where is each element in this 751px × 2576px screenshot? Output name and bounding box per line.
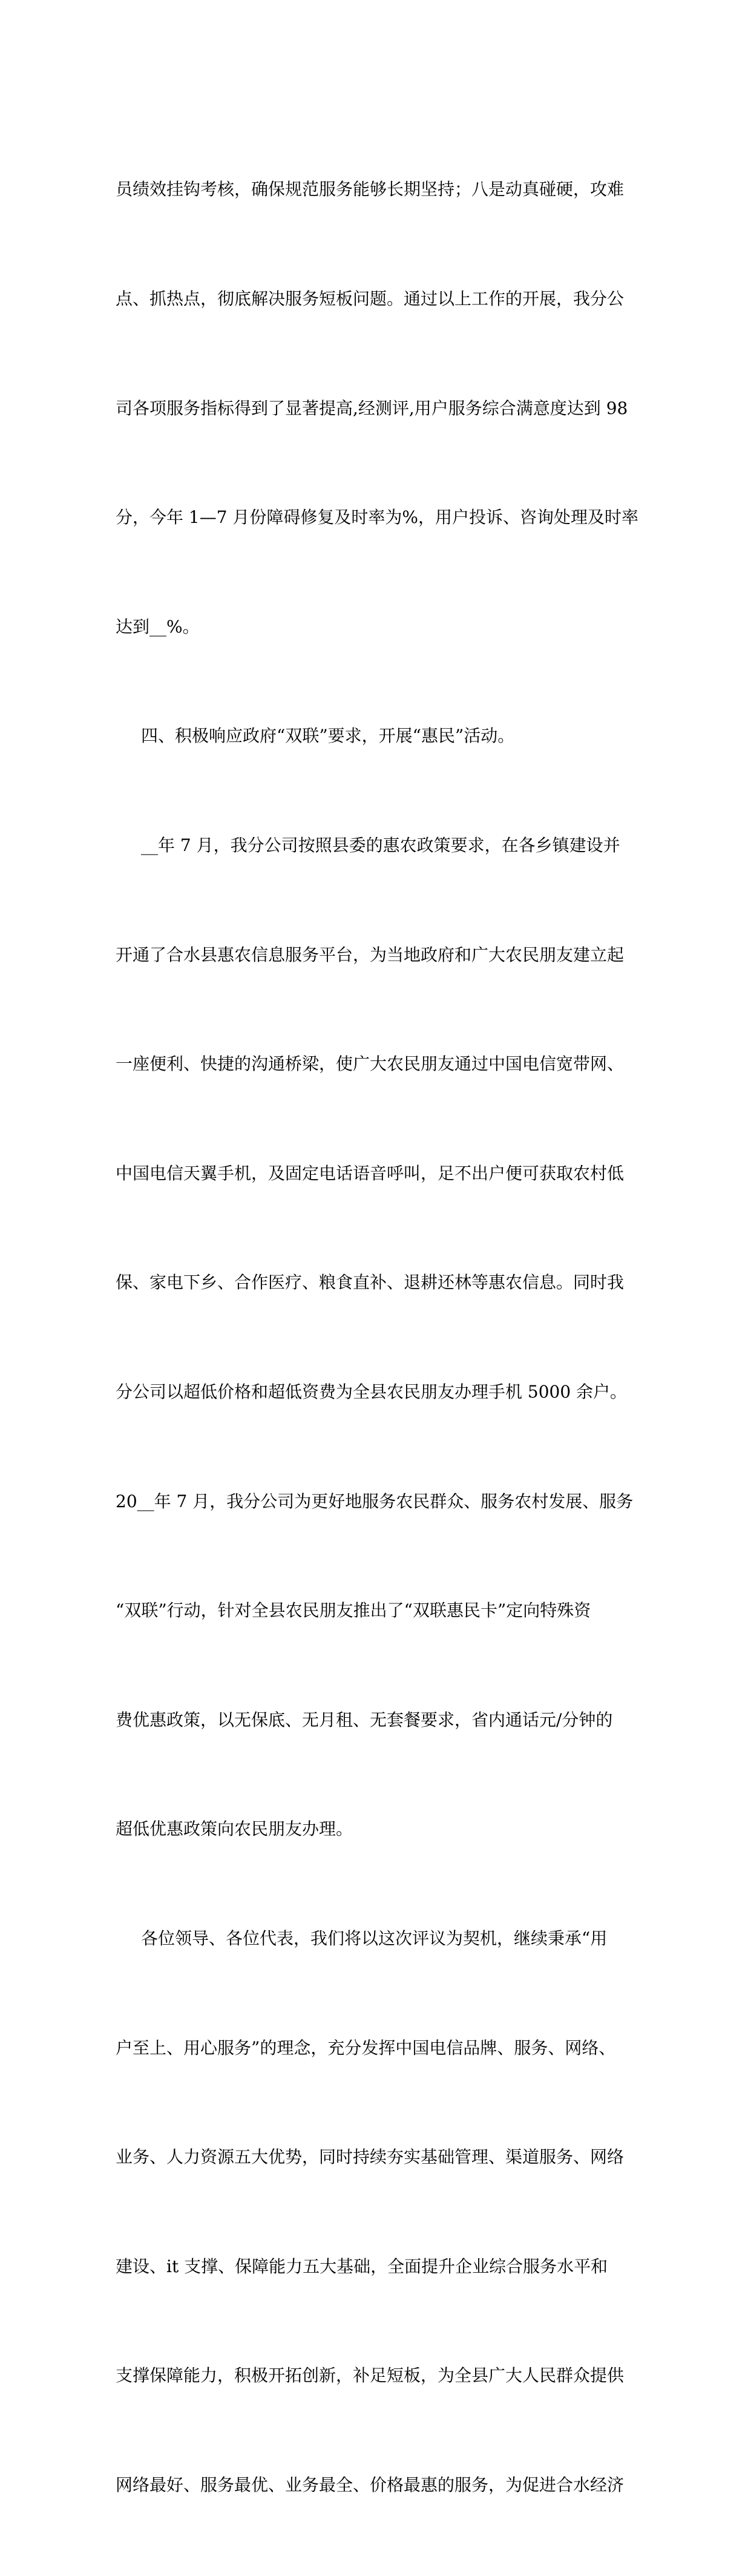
text-line: 达到__%。	[116, 616, 200, 637]
text-line: 员绩效挂钩考核，确保规范服务能够长期坚持；八是动真碰硬，攻难	[116, 179, 625, 200]
text-line: 点、抓热点，彻底解决服务短板问题。通过以上工作的开展，我分公	[116, 289, 625, 309]
text-line: 一座便利、快捷的沟通桥梁，使广大农民朋友通过中国电信宽带网、	[116, 1054, 625, 1074]
text-line: 建设、it 支撑、保障能力五大基础，全面提升企业综合服务水平和	[116, 2256, 608, 2276]
text-line: 保、家电下乡、合作医疗、粮食直补、退耕还林等惠农信息。同时我	[116, 1272, 625, 1293]
text-line: 中国电信天翼手机，及固定电话语音呼叫，足不出户便可获取农村低	[116, 1163, 625, 1183]
text-line: 各位领导、各位代表，我们将以这次评议为契机，继续秉承“用	[141, 1928, 608, 1948]
text-line: 20__年 7 月，我分公司为更好地服务农民群众、服务农村发展、服务	[116, 1491, 634, 1511]
text-line: 分，今年 1—7 月份障碍修复及时率为%，用户投诉、咨询处理及时率	[116, 507, 639, 528]
text-line: 司各项服务指标得到了显著提高,经测评,用户服务综合满意度达到 98	[116, 398, 628, 418]
text-line: “双联”行动，针对全县农民朋友推出了“双联惠民卡”定向特殊资	[116, 1600, 591, 1621]
text-line: 开通了合水县惠农信息服务平台，为当地政府和广大农民朋友建立起	[116, 944, 625, 965]
text-line: 超低优惠政策向农民朋友办理。	[116, 1819, 353, 1839]
text-line: 户至上、用心服务”的理念，充分发挥中国电信品牌、服务、网络、	[116, 2037, 616, 2058]
text-line: 分公司以超低价格和超低资费为全县农民朋友办理手机 5000 余户。	[116, 1381, 628, 1402]
text-line: 支撑保障能力，积极开拓创新，补足短板，为全县广大人民群众提供	[116, 2365, 625, 2386]
text-line: 网络最好、服务最优、业务最全、价格最惠的服务，为促进合水经济	[116, 2474, 625, 2495]
section-heading: 四、积极响应政府“双联”要求，开展“惠民”活动。	[141, 726, 515, 746]
text-line: 业务、人力资源五大优势，同时持续夯实基础管理、渠道服务、网络	[116, 2147, 625, 2167]
body-text	[116, 99, 648, 2576]
text-line: 费优惠政策，以无保底、无月租、无套餐要求，省内通话元/分钟的	[116, 1709, 613, 1730]
text-line: __年 7 月，我分公司按照县委的惠农政策要求，在各乡镇建设并	[141, 835, 620, 855]
